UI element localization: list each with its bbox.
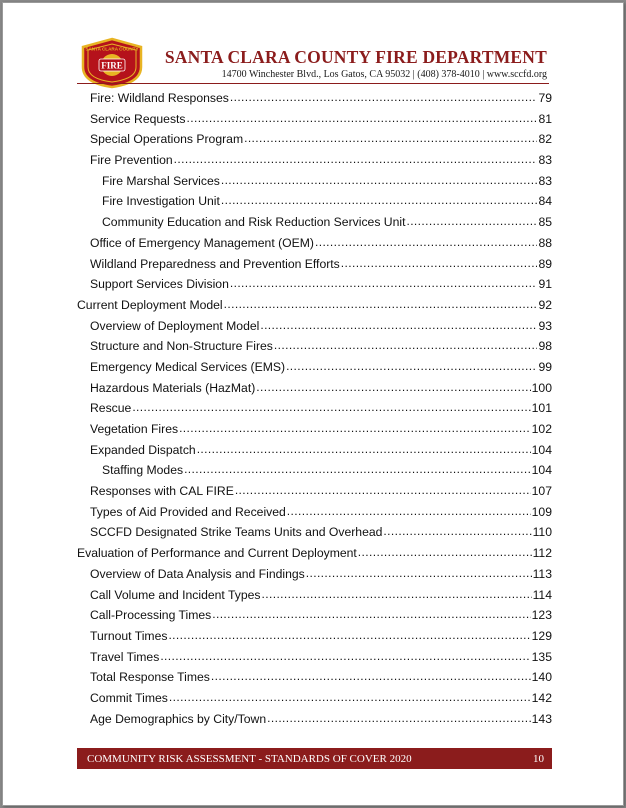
toc-entry-title: Total Response Times [90,670,210,685]
toc-entry[interactable] [77,90,552,111]
toc-dot-leader [358,545,532,557]
toc-dot-leader [179,421,531,433]
toc-entry-title: Turnout Times [90,628,168,643]
toc-entry-page: 85 [538,215,552,230]
toc-entry-page: 113 [532,566,552,581]
toc-entry[interactable] [77,276,552,297]
toc-dot-leader [287,504,531,516]
toc-entry-page: 109 [531,504,552,519]
toc-entry[interactable] [77,690,552,711]
toc-dot-leader [221,193,538,205]
toc-dot-leader [406,214,537,226]
toc-entry-title: Staffing Modes [102,463,184,478]
toc-entry-page: 140 [531,670,552,685]
toc-entry-page: 88 [538,235,552,250]
toc-entry-page: 123 [531,608,552,623]
document-page [2,2,624,806]
toc-entry-title: Fire: Wildland Responses [90,91,229,105]
toc-dot-leader [286,359,537,371]
toc-entry-title: SCCFD Designated Strike Teams Units and Overhead [90,525,383,540]
toc-entry-title: Structure and Non-Structure Fires [90,339,273,354]
toc-dot-leader [211,669,531,681]
toc-entry-title: Service Requests [90,111,186,126]
toc-entry-title: Responses with CAL FIRE [90,484,234,499]
toc-entry-page: 99 [538,359,552,374]
fire-department-logo [77,37,147,89]
toc-entry-title: Special Operations Program [90,132,244,147]
header-divider [77,83,549,84]
toc-entry-title: Call Volume and Incident Types [90,587,261,602]
toc-entry-title: Support Services Division [90,277,229,292]
toc-entry-page: 98 [538,339,552,354]
toc-entry-title: Overview of Deployment Model [90,318,260,333]
toc-entry-title: Wildland Preparedness and Prevention Efforts [90,256,340,271]
toc-entry-page: 142 [531,690,552,705]
toc-entry[interactable] [77,628,552,649]
toc-entry-page: 110 [532,525,552,540]
toc-entry-page: 93 [538,318,552,333]
toc-dot-leader [169,690,531,702]
toc-entry[interactable] [77,214,552,235]
toc-dot-leader [187,111,538,123]
department-address: 14700 Winchester Blvd., Los Gatos, CA 95032 | (408) 378-4010 | www.sccfd.org [221,69,547,80]
toc-entry-page: 83 [538,153,552,168]
toc-entry[interactable] [77,442,552,463]
toc-entry-title: Hazardous Materials (HazMat) [90,380,256,395]
toc-entry[interactable] [77,545,552,566]
toc-dot-leader [274,338,538,350]
toc-entry-title: Community Education and Risk Reduction Services Unit [102,215,406,230]
toc-entry-page: 100 [531,380,552,395]
toc-entry[interactable] [77,380,552,401]
toc-entry-page: 81 [538,111,552,126]
toc-dot-leader [306,566,532,578]
toc-entry[interactable] [77,173,552,194]
toc-entry-title: Fire Marshal Services [102,173,220,188]
toc-entry[interactable] [77,297,552,318]
toc-dot-leader [267,711,531,723]
logo-top-text: SANTA CLARA COUNTY [85,46,139,52]
toc-entry[interactable] [77,318,552,339]
toc-entry-title: Evaluation of Performance and Current Deployment [77,546,357,561]
toc-entry[interactable] [77,711,552,732]
toc-entry[interactable] [77,504,552,525]
toc-entry[interactable] [77,152,552,173]
toc-entry[interactable] [77,421,552,442]
toc-entry-page: 114 [532,587,552,602]
toc-entry-page: 91 [538,277,552,292]
toc-dot-leader [260,318,537,330]
toc-dot-leader [224,297,538,309]
logo-badge-text: FIRE [101,60,123,71]
toc-entry[interactable] [77,587,552,608]
toc-entry[interactable] [77,483,552,504]
toc-dot-leader [230,90,538,102]
toc-dot-leader [315,235,537,247]
toc-entry[interactable] [77,649,552,670]
toc-entry[interactable] [77,400,552,421]
toc-entry-title: Travel Times [90,649,160,664]
toc-entry-title: Rescue [90,401,132,416]
toc-entry-page: 101 [531,401,552,416]
toc-entry-title: Age Demographics by City/Town [90,711,267,726]
page-footer [77,748,552,769]
table-of-contents [77,90,552,731]
toc-entry-page: 107 [531,484,552,499]
toc-entry-title: Fire Investigation Unit [102,194,220,209]
toc-entry[interactable] [77,607,552,628]
toc-entry-page: 84 [538,194,552,209]
toc-entry-page: 82 [538,132,552,147]
toc-entry[interactable] [77,338,552,359]
toc-dot-leader [160,649,530,661]
toc-entry-title: Emergency Medical Services (EMS) [90,359,286,374]
toc-entry-page: 92 [538,297,552,312]
department-title: SANTA CLARA COUNTY FIRE DEPARTMENT [164,47,547,67]
toc-dot-leader [262,587,532,599]
toc-dot-leader [212,607,530,619]
toc-entry-page: 89 [538,256,552,271]
toc-dot-leader [221,173,538,185]
toc-entry-page: 83 [538,173,552,188]
footer-page-number: 10 [533,752,544,765]
toc-dot-leader [174,152,538,164]
toc-entry-title: Commit Times [90,690,168,705]
toc-dot-leader [244,131,537,143]
toc-entry[interactable] [77,256,552,277]
toc-entry[interactable] [77,669,552,690]
toc-entry-title: Expanded Dispatch [90,442,196,457]
toc-entry-page: 79 [538,91,552,105]
toc-entry-page: 104 [531,463,552,478]
toc-entry[interactable] [77,193,552,214]
toc-entry-title: Vegetation Fires [90,422,179,436]
toc-entry-page: 129 [531,628,552,643]
toc-dot-leader [235,483,531,495]
toc-dot-leader [256,380,530,392]
toc-dot-leader [168,628,530,640]
toc-dot-leader [132,400,530,412]
toc-entry-title: Office of Emergency Management (OEM) [90,235,314,250]
toc-entry-title: Current Deployment Model [77,297,223,312]
toc-entry[interactable] [77,524,552,545]
toc-entry[interactable] [77,462,552,483]
toc-entry[interactable] [77,111,552,132]
toc-entry-page: 104 [531,442,552,457]
toc-entry[interactable] [77,566,552,587]
toc-dot-leader [341,256,538,268]
toc-entry-title: Call-Processing Times [90,608,212,623]
toc-entry[interactable] [77,235,552,256]
toc-dot-leader [184,462,531,474]
toc-entry-page: 102 [531,422,552,436]
toc-dot-leader [197,442,531,454]
toc-entry-title: Types of Aid Provided and Received [90,504,286,519]
toc-entry-page: 135 [531,649,552,664]
toc-entry[interactable] [77,359,552,380]
toc-entry-title: Overview of Data Analysis and Findings [90,566,305,581]
toc-entry-page: 143 [531,711,552,726]
toc-dot-leader [230,276,538,288]
toc-entry-title: Fire Prevention [90,153,173,168]
toc-dot-leader [383,524,531,536]
toc-entry[interactable] [77,131,552,152]
toc-entry-page: 112 [532,546,552,561]
footer-title: COMMUNITY RISK ASSESSMENT - STANDARDS OF COVER 2020 [87,752,412,765]
